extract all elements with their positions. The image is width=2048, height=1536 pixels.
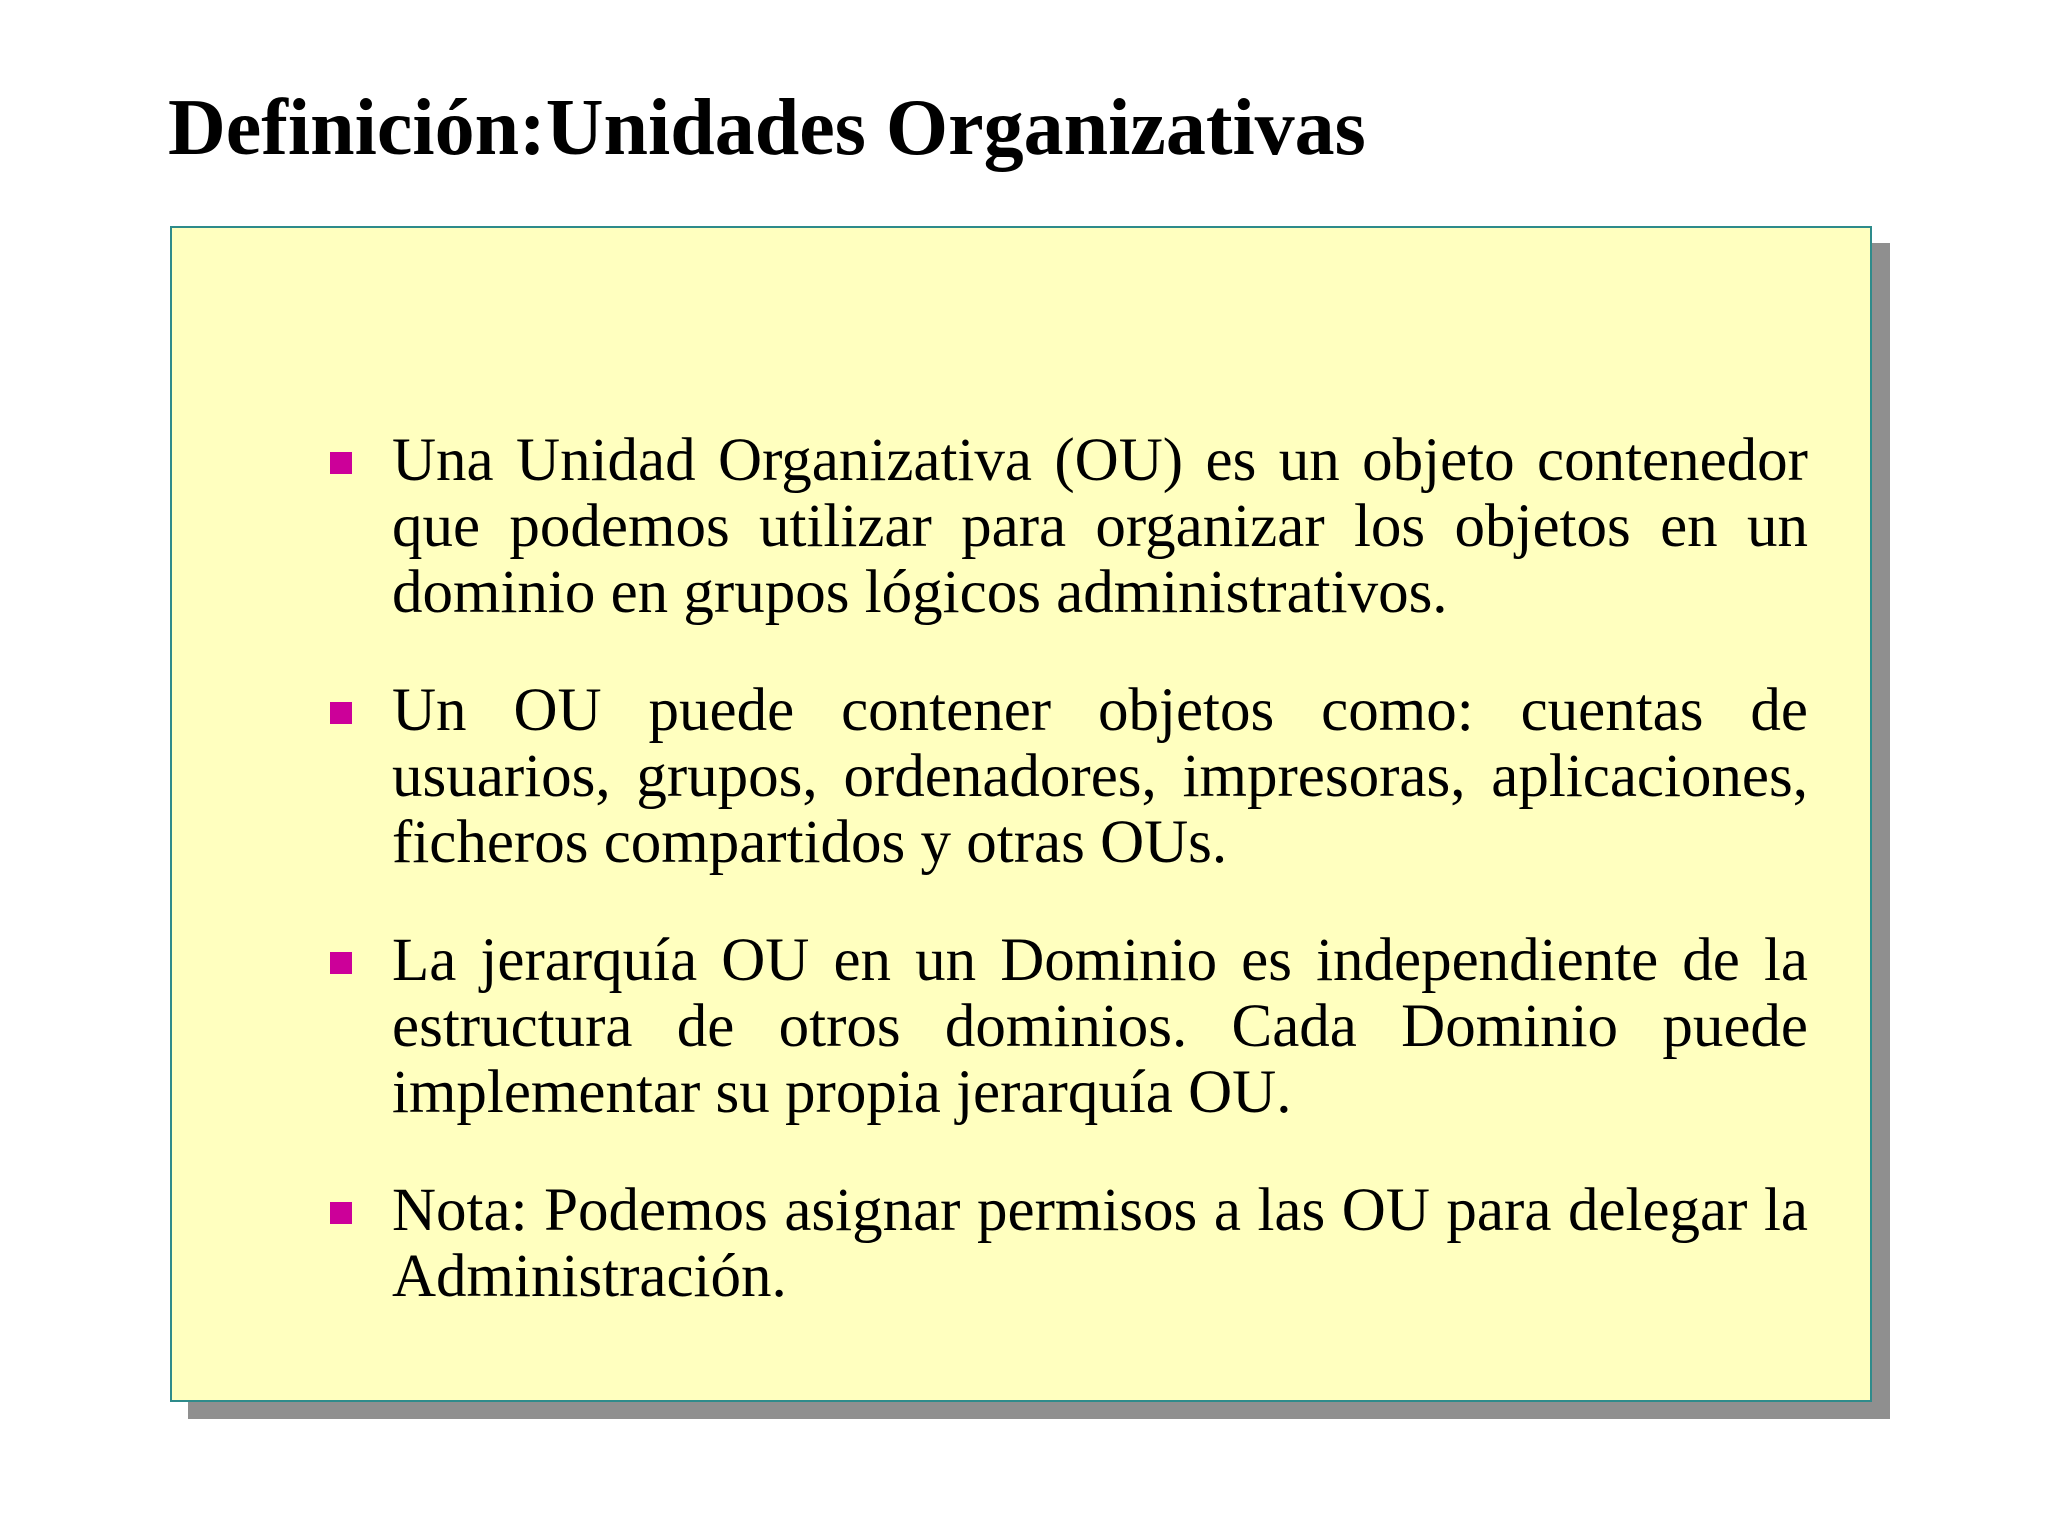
- bullet-item: [322, 1178, 1808, 1310]
- bullet-text: Nota: Podemos asignar permisos a las OU para delegar la Administración.: [392, 1177, 1808, 1310]
- content-box: [170, 226, 1872, 1402]
- bullet-text: Una Unidad Organizativa (OU) es un objeto contenedor que podemos utilizar para organizar los objetos en un dominio en grupos lógicos administrativos.: [392, 427, 1808, 626]
- square-bullet-icon: [330, 702, 352, 724]
- bullet-list: [322, 428, 1808, 1310]
- square-bullet-icon: [330, 452, 352, 474]
- square-bullet-icon: [330, 952, 352, 974]
- bullet-item: [322, 678, 1808, 876]
- slide-title: Definición:Unidades Organizativas: [168, 84, 1366, 172]
- bullet-text: La jerarquía OU en un Dominio es independiente de la estructura de otros dominios. Cada Dominio puede implementar su propia jerarquía OU.: [392, 927, 1808, 1126]
- bullet-item: [322, 428, 1808, 626]
- bullet-item: [322, 928, 1808, 1126]
- bullet-text: Un OU puede contener objetos como: cuentas de usuarios, grupos, ordenadores, impresoras, aplicaciones, ficheros compartidos y otras OUs.: [392, 677, 1808, 876]
- square-bullet-icon: [330, 1202, 352, 1224]
